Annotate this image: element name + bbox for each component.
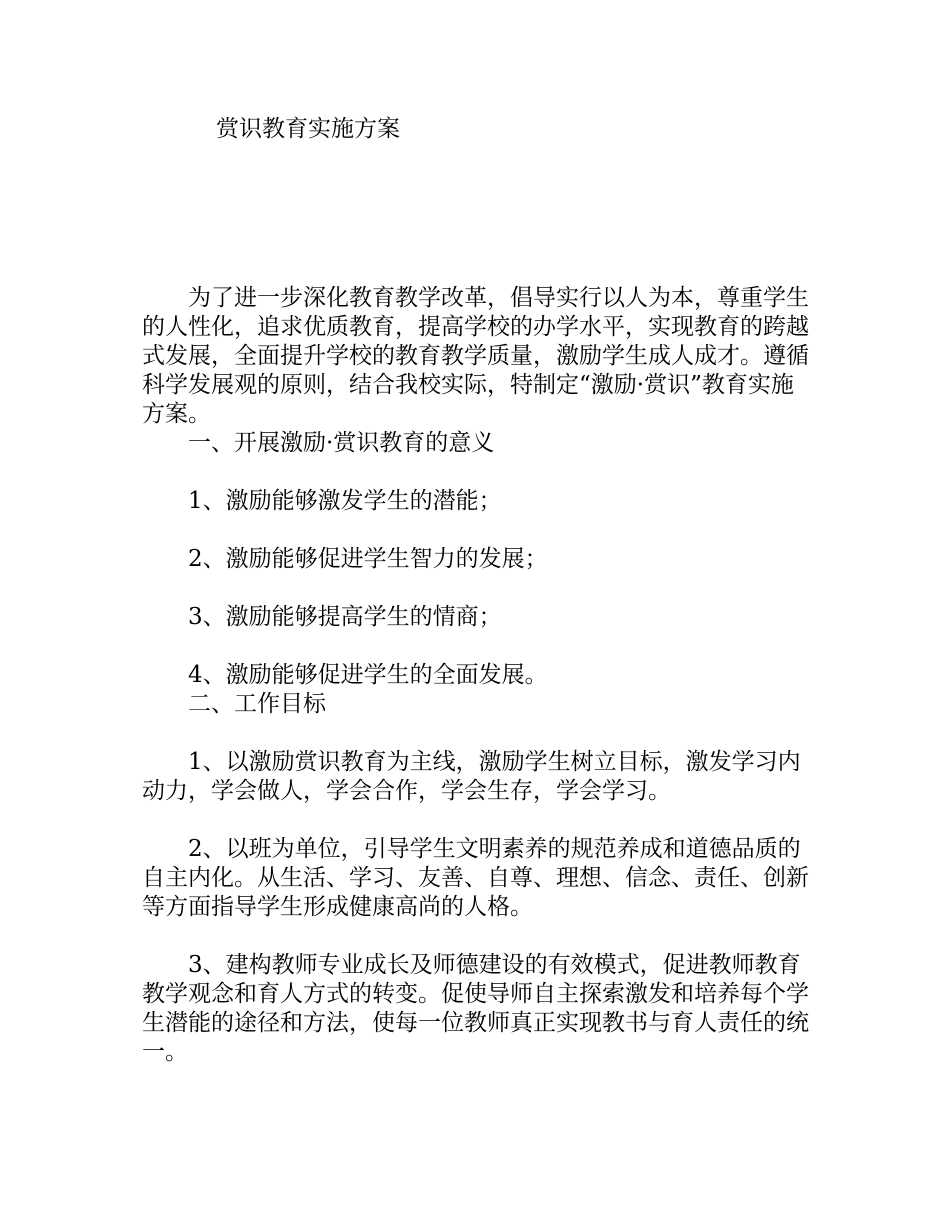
- section-2-item-1: 1、以激励赏识教育为主线，激励学生树立目标，激发学习内动力，学会做人，学会合作，学会生存，学会学习。: [142, 749, 801, 804]
- section-2-heading: 二、工作目标: [188, 691, 326, 717]
- section-2-item-3: 3、建构教师专业成长及师德建设的有效模式，促进教师教育教学观念和育人方式的转变。促使导师自主探索激发和培养每个学生潜能的途径和方法，使每一位教师真正实现教书与育人责任的统一。: [142, 952, 809, 1065]
- section-1-heading: 一、开展激励·赏识教育的意义: [188, 430, 495, 456]
- document-body: [142, 284, 812, 1067]
- intro-paragraph: 为了进一步深化教育教学改革，倡导实行以人为本，尊重学生的人性化，追求优质教育，提高学校的办学水平，实现教育的跨越式发展，全面提升学校的教育教学质量，激励学生成人成才。遵循科学发展观的原则，结合我校实际，特制定“激励·赏识”教育实施方案。: [142, 285, 809, 427]
- section-1-item-1: 1、激励能够激发学生的潜能；: [188, 488, 502, 514]
- section-1-item-4: 4、激励能够促进学生的全面发展。: [188, 662, 548, 688]
- section-2-item-2: 2、以班为单位，引导学生文明素养的规范养成和道德品质的自主内化。从生活、学习、友善、自尊、理想、信念、责任、创新等方面指导学生形成健康高尚的人格。: [142, 836, 809, 920]
- section-1-item-2: 2、激励能够促进学生智力的发展；: [188, 546, 548, 572]
- section-1-item-3: 3、激励能够提高学生的情商；: [188, 604, 502, 630]
- document-title: 赏识教育实施方案: [216, 116, 400, 142]
